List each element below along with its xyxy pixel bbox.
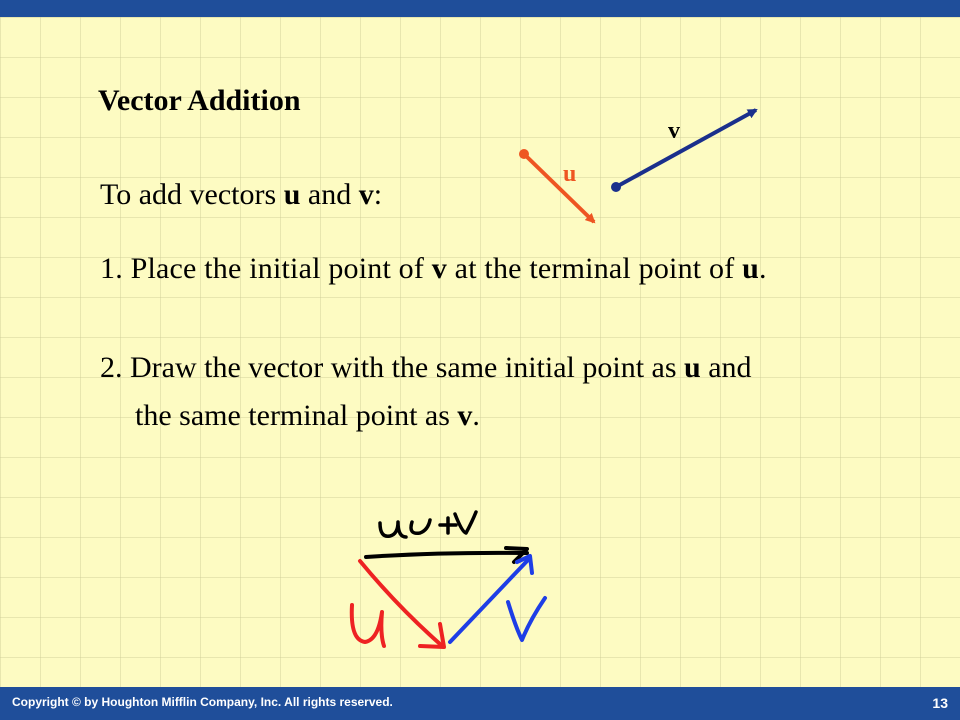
handwritten-sum-label [380,512,476,537]
slide-title: Vector Addition [98,84,301,117]
intro-text: To add vectors u and v: [100,178,383,211]
vector-u-line [524,154,594,222]
vector-v-diagram [611,110,756,192]
vector-u-label: u [563,161,577,187]
vector-u-initial-point [519,149,529,159]
vector-v-label: v [668,118,680,144]
vector-v-line [616,110,756,187]
vector-v-initial-point [611,182,621,192]
footer-bar [0,687,960,720]
handwritten-sketch [352,512,545,647]
copyright-notice: Copyright © by Houghton Mifflin Company, Inc. All rights reserved. [12,695,393,709]
handwritten-u-vector [360,561,440,644]
step-2: 2. Draw the vector with the same initial point as u and [100,351,752,384]
handwritten-v-letter [508,598,545,640]
step-1: 1. Place the initial point of v at the terminal point of u. [100,252,767,285]
vector-u-diagram [519,149,594,222]
handwritten-u-letter [352,605,384,646]
step-2-continued: the same terminal point as v. [135,399,480,432]
handwritten-sum-vector [366,553,527,557]
page-number: 13 [932,695,948,711]
